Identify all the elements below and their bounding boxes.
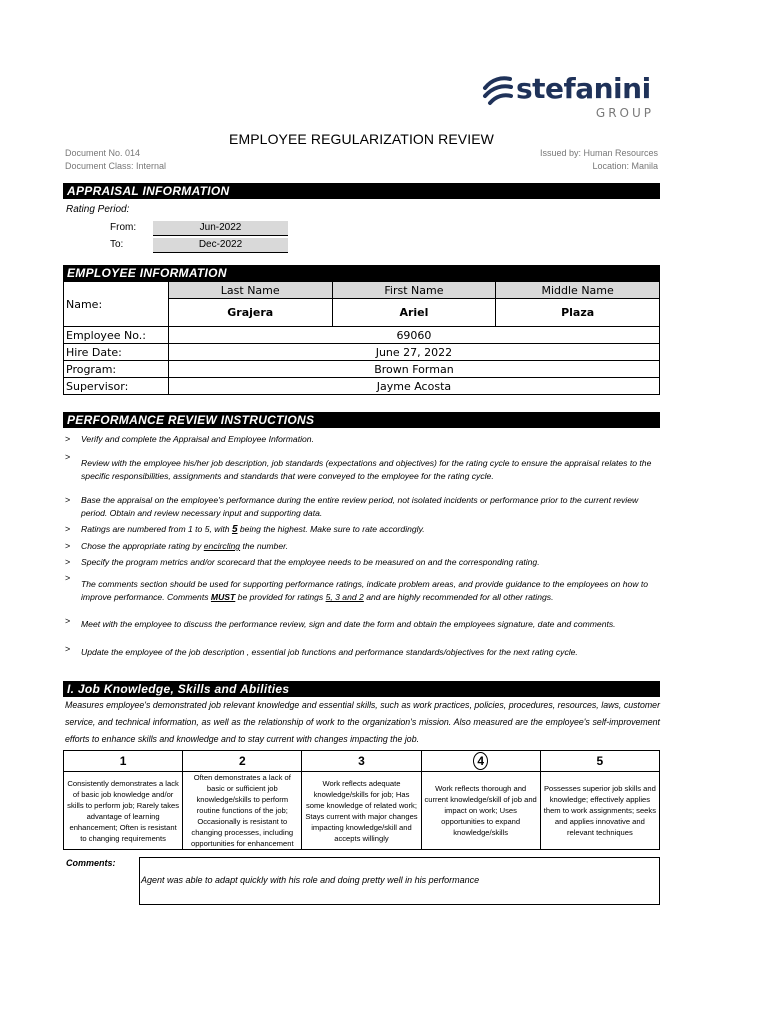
rating-option-5[interactable]: 5 [540,751,659,772]
rating-desc-4: Work reflects thorough and current knowledge/skill of job and impact on work; Uses opportunities to expand knowledge/skills [421,772,540,850]
comments-label: Comments: [66,858,116,868]
instruction-item: > Specify the program metrics and/or scorecard that the employee needs to be measured on and the corresponding rating. [65,557,540,567]
rating-table [63,750,660,850]
program-label: Program: [64,361,169,378]
supervisor-label: Supervisor: [64,378,169,395]
doc-number: Document No. 014 [65,148,141,158]
instruction-item: > Update the employee of the job description , essential job functions and performance standards/objectives for the next rating cycle. [65,644,578,657]
stefanini-logo-icon [482,76,514,106]
arrow-icon: > [65,557,71,567]
name-label: Name: [64,282,169,327]
arrow-icon: > [65,434,71,444]
instruction-item: > The comments section should be used for supporting performance ratings, indicate problem areas, and provide guidance to the employees on how to improve performance. Comments MUST be provided for ratings 5, 3 and 2 and are highly recommended for all other ratings. [65,573,649,602]
arrow-icon: > [65,524,71,534]
instruction-item: > Verify and complete the Appraisal and Employee Information. [65,434,314,444]
rating-desc-5: Possesses superior job skills and knowledge; effectively applies them to work assignments; seeks and applies innovative and relevant techniques [540,772,659,850]
to-label: To: [110,239,124,250]
hire-date-field[interactable]: June 27, 2022 [168,344,659,361]
rating-option-3[interactable]: 3 [302,751,421,772]
rating-desc-1: Consistently demonstrates a lack of basic job knowledge and/or skills to perform job; Rarely takes advantage of learning enhancement; Often is resistant to changing requirements [64,772,183,850]
rating-option-1[interactable]: 1 [64,751,183,772]
rating-desc-2: Often demonstrates a lack of basic or sufficient job knowledge/skills to perform routine functions of the job; Occasionally is resistant to changing processes, including opportunities for enhancement [183,772,302,850]
location: Location: Manila [592,161,658,171]
doc-meta-right [540,147,658,173]
from-date-field[interactable]: Jun-2022 [153,221,288,236]
employee-no-field[interactable]: 69060 [168,327,659,344]
job-knowledge-header: I. Job Knowledge, Skills and Abilities [63,681,660,697]
col-first-name: First Name [332,282,496,299]
instruction-item: > Meet with the employee to discuss the performance review, sign and date the form and obtain the employees signature, date and comments. [65,616,616,629]
doc-meta-left [65,147,166,173]
instruction-item: > Chose the appropriate rating by encircling the number. [65,541,289,551]
logo-group-text: GROUP [595,106,654,120]
logo-wordmark: stefanini [516,72,651,105]
employee-info-table [63,281,660,395]
rating-option-4[interactable] [421,751,540,772]
first-name-field[interactable]: Ariel [332,299,496,327]
arrow-icon: > [65,573,71,583]
appraisal-header: APPRAISAL INFORMATION [63,183,660,199]
job-knowledge-description: Measures employee's demonstrated job relevant knowledge and essential skills, such as work practices, policies, procedures, resources, laws, customer service, and technical information, as well as the relationship of work to the organization's mission. Also measured are the employee's self-improvement efforts to enhance skills and knowledge and to stay current with changes impacting the job. [65,700,660,744]
to-date-field[interactable]: Dec-2022 [153,238,288,253]
arrow-icon: > [65,616,71,626]
rating-period-label: Rating Period: [66,204,130,215]
selected-rating-circle: 4 [473,752,488,770]
document-title: EMPLOYEE REGULARIZATION REVIEW [229,131,494,147]
program-field[interactable]: Brown Forman [168,361,659,378]
instruction-item: > Review with the employee his/her job description, job standards (expectations and objectives) for the rating cycle to ensure the appraisal relates to the specific responsibilities, assignments and standards that were conveyed to the employee for the rating cycle. [65,452,652,481]
hire-date-label: Hire Date: [64,344,169,361]
issued-by: Issued by: Human Resources [539,148,658,158]
last-name-field[interactable]: Grajera [168,299,332,327]
rating-desc-3: Work reflects adequate knowledge/skills for job; Has some knowledge of related work; Stays current with major changes impacting knowledge/skill and accepts willingly [302,772,421,850]
instruction-item: > Base the appraisal on the employee's performance during the entire review period, not isolated incidents or performance prior to the current review period. Obtain and review necessary input and supporting data. [65,495,639,518]
arrow-icon: > [65,541,71,551]
comments-text: Agent was able to adapt quickly with his role and doing pretty well in his performance [141,875,480,885]
doc-class: Document Class: Internal [65,161,167,171]
col-middle-name: Middle Name [496,282,660,299]
arrow-icon: > [65,452,71,462]
supervisor-field[interactable]: Jayme Acosta [168,378,659,395]
col-last-name: Last Name [168,282,332,299]
stefanini-logo [482,74,657,124]
rating-option-2[interactable]: 2 [183,751,302,772]
instruction-item: > Ratings are numbered from 1 to 5, with 5 being the highest. Make sure to rate accordingly. [65,524,425,535]
employee-no-label: Employee No.: [64,327,169,344]
arrow-icon: > [65,495,71,505]
arrow-icon: > [65,644,71,654]
instructions-header: PERFORMANCE REVIEW INSTRUCTIONS [63,412,660,428]
from-label: From: [110,222,137,233]
employee-info-header: EMPLOYEE INFORMATION [63,265,660,281]
middle-name-field[interactable]: Plaza [496,299,660,327]
